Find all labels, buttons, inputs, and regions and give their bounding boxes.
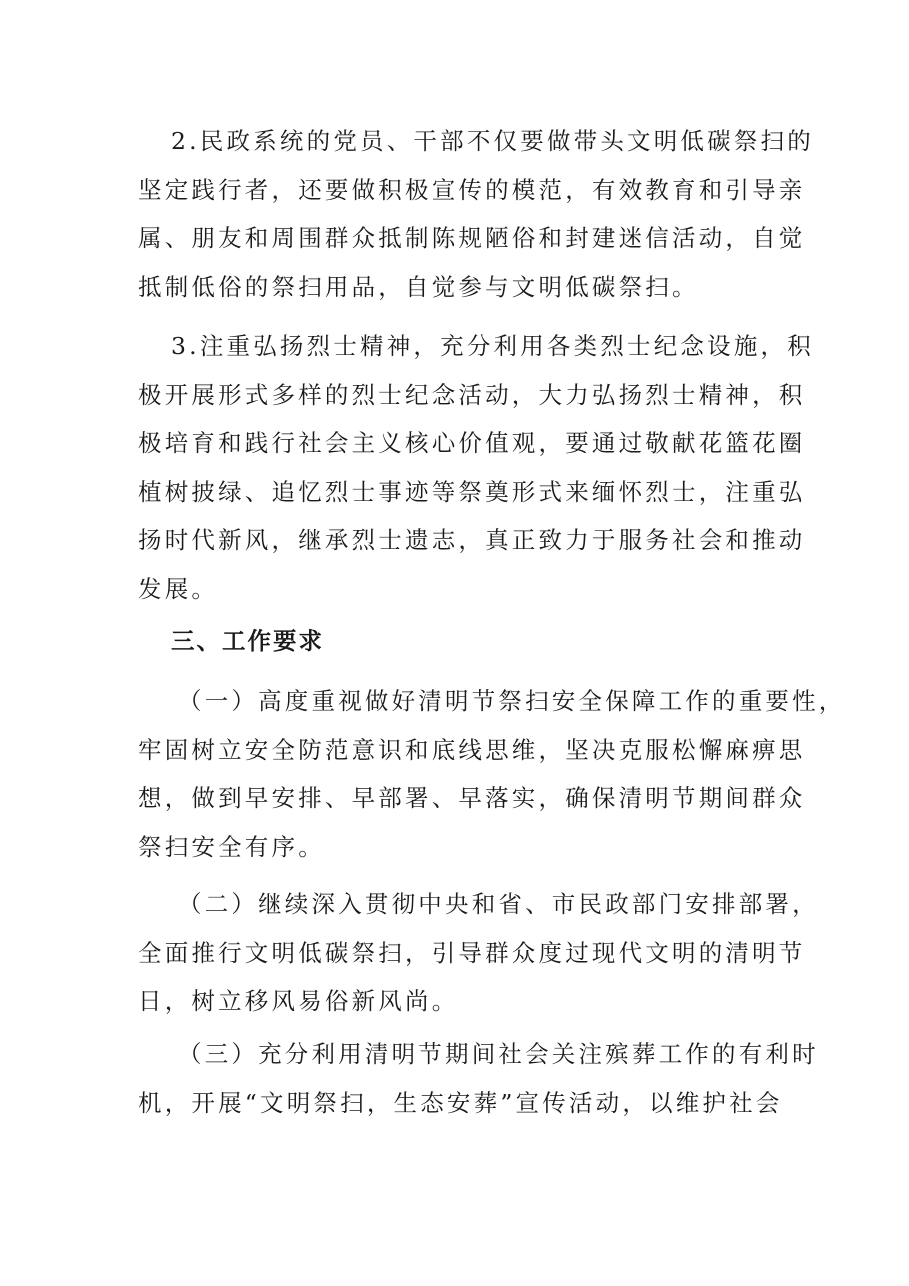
text-line: 极培育和践行社会主义核心价值观，要通过敬献花篮花圈	[138, 429, 806, 457]
text-line: 扬时代新风，继承烈士遗志，真正致力于服务社会和推动	[138, 526, 806, 554]
text-line: 抵制低俗的祭扫用品，自觉参与文明低碳祭扫。	[138, 272, 699, 301]
text-line: 属、朋友和周围群众抵制陈规陋俗和封建迷信活动，自觉	[138, 224, 806, 252]
requirement-three	[138, 1030, 819, 1127]
text-line: 机，开展“文明祭扫，生态安葬”宣传活动，以维护社会	[138, 1088, 783, 1117]
text-line: 植树披绿、追忆烈士事迹等祭奠形式来缅怀烈士，注重弘	[138, 477, 806, 506]
paragraph-party-members	[138, 117, 814, 311]
text-line: 牢固树立安全防范意识和底线思维，坚决克服松懈麻痹思	[138, 735, 806, 764]
text-line: 想，做到早安排、早部署、早落实，确保清明节期间群众	[138, 784, 806, 812]
paragraph-martyr-spirit	[138, 322, 814, 613]
requirement-two	[138, 880, 819, 1026]
section-heading: 三、工作要求	[171, 627, 324, 655]
text-line: （二）继续深入贯彻中央和省、市民政部门安排部署，	[178, 890, 819, 918]
text-line: 3.注重弘扬烈士精神，充分利用各类烈士纪念设施，积	[171, 332, 814, 360]
text-line: 坚定践行者，还要做积极宣传的模范，有效教育和引导亲	[138, 175, 806, 204]
text-line: （三）充分利用清明节期间社会关注殡葬工作的有利时	[178, 1040, 819, 1068]
text-line: （一）高度重视做好清明节祭扫安全保障工作的重要性，	[178, 687, 846, 715]
text-line: 极开展形式多样的烈士纪念活动，大力弘扬烈士精神，积	[138, 380, 806, 409]
requirement-one	[138, 677, 846, 871]
text-line: 2.民政系统的党员、干部不仅要做带头文明低碳祭扫的	[171, 127, 814, 155]
text-line: 祭扫安全有序。	[138, 832, 325, 861]
text-line: 日，树立移风易俗新风尚。	[138, 987, 459, 1015]
text-line: 发展。	[138, 574, 219, 603]
text-line: 全面推行文明低碳祭扫，引导群众度过现代文明的清明节	[138, 938, 806, 967]
